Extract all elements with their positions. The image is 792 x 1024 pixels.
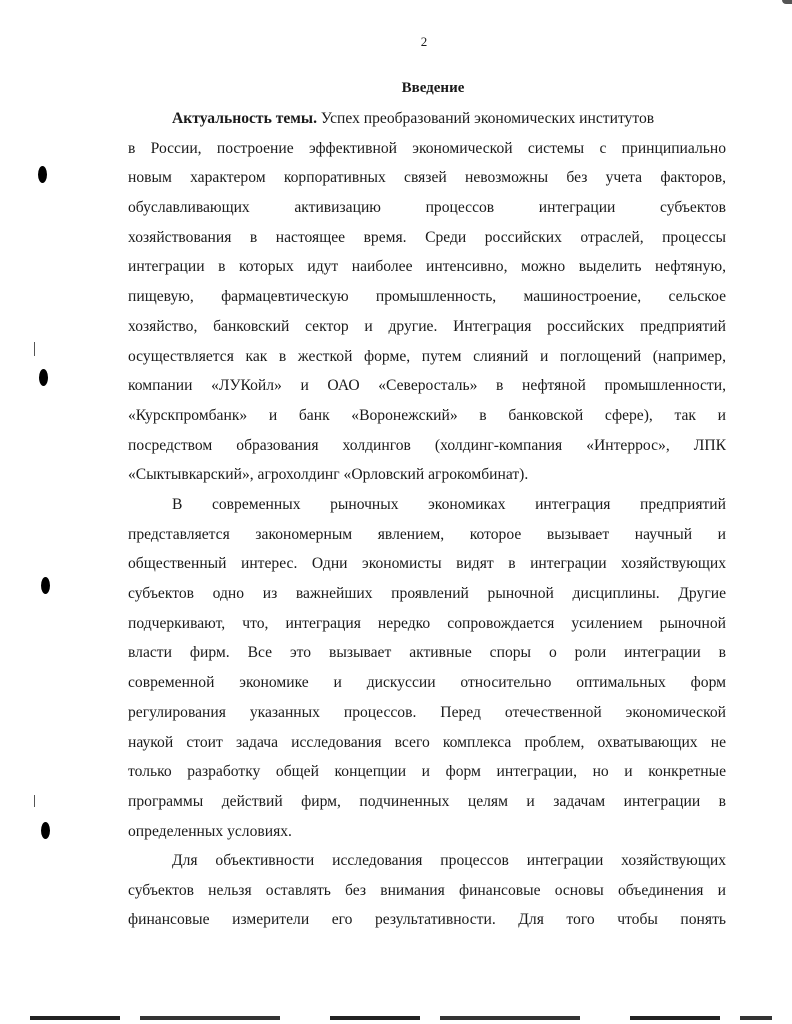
scan-artifact-corner <box>782 0 792 4</box>
paragraph-line: обуславливающих активизацию процессов интеграции субъектов <box>128 199 726 217</box>
lead-bold-text: Актуальность темы. <box>172 110 318 127</box>
paragraph-line: наукой стоит задача исследования всего комплекса проблем, охватывающих не <box>128 733 726 751</box>
paragraph-line: регулирования указанных процессов. Перед отечественной экономической <box>128 703 726 721</box>
paragraph-line: «Курскпромбанк» и банк «Воронежский» в банковской сфере), так и <box>128 406 726 424</box>
paragraph-line: определенных условиях. <box>128 822 292 840</box>
paragraph-line: представляется закономерным явлением, которое вызывает научный и <box>128 525 726 543</box>
page-number: 2 <box>420 34 428 49</box>
binder-hole <box>39 369 48 386</box>
paragraph-line: хозяйство, банковский сектор и другие. Интеграция российских предприятий <box>128 317 726 335</box>
binder-hole <box>38 166 47 183</box>
paragraph-line <box>128 104 726 134</box>
paragraph-line: подчеркивают, что, интеграция нередко сопровождается усилением рыночной <box>128 614 726 632</box>
paragraph-line: в России, построение эффективной экономической системы с принципиально <box>128 139 726 157</box>
binder-hole <box>41 822 50 839</box>
paragraph-line: субъектов одно из важнейших проявлений рыночной дисциплины. Другие <box>128 585 726 603</box>
paragraph-line: Для объективности исследования процессов интеграции хозяйствующих <box>172 852 726 869</box>
paragraph-line: «Сыктывкарский», агрохолдинг «Орловский агрокомбинат). <box>128 466 529 484</box>
paragraph-line: пищевую, фармацевтическую промышленность, машиностроение, сельское <box>128 288 726 306</box>
scan-edge-bar <box>30 1016 772 1020</box>
line-text: Успех преобразований экономических институтов <box>317 110 655 127</box>
paragraph-line: программы действий фирм, подчиненных целям и задачам интеграции в <box>128 792 726 810</box>
paragraph-line: финансовые измерители его результативности. Для того чтобы понять <box>128 911 726 929</box>
margin-tick <box>34 795 35 807</box>
section-heading: Введение <box>401 80 465 96</box>
paragraph-line: компании «ЛУКойл» и ОАО «Северосталь» в нефтяной промышленности, <box>128 377 726 395</box>
paragraph-line: хозяйствования в настоящее время. Среди российских отраслей, процессы <box>128 228 726 246</box>
paragraph-integration <box>128 490 726 846</box>
paragraph-line: В современных рыночных экономиках интеграция предприятий <box>172 496 726 513</box>
paragraph-line: общественный интерес. Одни экономисты видят в интеграции хозяйствующих <box>128 555 726 573</box>
paragraph-line: новым характером корпоративных связей невозможны без учета факторов, <box>128 169 726 187</box>
margin-tick <box>34 342 35 356</box>
paragraph-relevance <box>128 104 726 490</box>
paragraph-line: субъектов нельзя оставлять без внимания финансовые основы объединения и <box>128 881 726 899</box>
paragraph-line: посредством образования холдингов (холдинг-компания «Интеррос», ЛПК <box>128 436 726 454</box>
paragraph-line: только разработку общей концепции и форм интеграции, но и конкретные <box>128 763 726 781</box>
paragraph-objectivity <box>128 846 726 935</box>
paragraph-line: современной экономике и дискуссии относительно оптимальных форм <box>128 674 726 692</box>
paragraph-line: интеграции в которых идут наиболее интенсивно, можно выделить нефтяную, <box>128 258 726 276</box>
paragraph-line: власти фирм. Все это вызывает активные споры о роли интеграции в <box>128 644 726 662</box>
paragraph-line: осуществляется как в жесткой форме, путем слияний и поглощений (например, <box>128 347 726 365</box>
binder-hole <box>41 577 50 594</box>
